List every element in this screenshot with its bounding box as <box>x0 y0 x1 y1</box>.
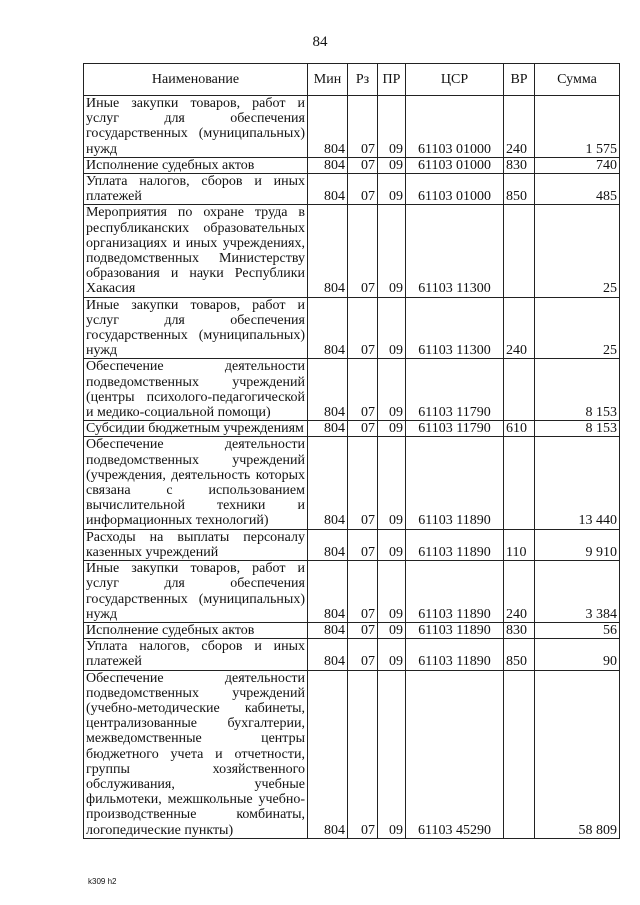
table-row <box>84 437 620 529</box>
header-rz: Рз <box>348 64 378 96</box>
header-min: Мин <box>308 64 348 96</box>
row-rz: 07 <box>348 205 378 297</box>
row-name: Уплата налогов, сборов и иных платежей <box>84 639 308 670</box>
row-sum: 25 <box>535 297 620 359</box>
row-csr: 61103 01000 <box>406 174 504 205</box>
row-name: Обеспечение деятельности подведомственных учреждений (учебно-методические кабинеты, централизованные бухгалтерии, межведомственные центры бюджетного учета и отчетности, группы хозяйственного обслуживания, учебные фильмотеки, межшкольные учебно-производственные комбинаты, логопедические пункты) <box>84 670 308 838</box>
row-name: Расходы на выплаты персоналу казенных учреждений <box>84 529 308 560</box>
row-csr: 61103 11300 <box>406 297 504 359</box>
row-vr: 240 <box>504 561 535 623</box>
row-min: 804 <box>308 437 348 529</box>
row-min: 804 <box>308 174 348 205</box>
budget-table <box>83 63 620 839</box>
row-vr: 110 <box>504 529 535 560</box>
row-sum: 485 <box>535 174 620 205</box>
row-rz: 07 <box>348 622 378 638</box>
row-name: Исполнение судебных актов <box>84 157 308 173</box>
row-vr: 850 <box>504 174 535 205</box>
row-sum: 90 <box>535 639 620 670</box>
row-pr: 09 <box>378 205 406 297</box>
table-row <box>84 561 620 623</box>
row-name: Исполнение судебных актов <box>84 622 308 638</box>
row-min: 804 <box>308 157 348 173</box>
row-pr: 09 <box>378 96 406 158</box>
row-name: Обеспечение деятельности подведомственных учреждений (учреждения, деятельность которых связана с использованием вычислительной техники и информационных технологий) <box>84 437 308 529</box>
row-min: 804 <box>308 561 348 623</box>
row-rz: 07 <box>348 639 378 670</box>
row-csr: 61103 11890 <box>406 529 504 560</box>
row-rz: 07 <box>348 359 378 421</box>
row-rz: 07 <box>348 157 378 173</box>
header-name: Наименование <box>84 64 308 96</box>
page-number: 84 <box>312 34 328 50</box>
row-min: 804 <box>308 96 348 158</box>
table-header-row <box>84 64 620 96</box>
row-pr: 09 <box>378 622 406 638</box>
table-row <box>84 529 620 560</box>
row-name: Уплата налогов, сборов и иных платежей <box>84 174 308 205</box>
row-rz: 07 <box>348 174 378 205</box>
row-vr <box>504 670 535 838</box>
row-vr: 830 <box>504 157 535 173</box>
table-row <box>84 639 620 670</box>
row-min: 804 <box>308 205 348 297</box>
table-row <box>84 670 620 838</box>
row-rz: 07 <box>348 670 378 838</box>
table-row <box>84 174 620 205</box>
row-rz: 07 <box>348 529 378 560</box>
row-csr: 61103 01000 <box>406 96 504 158</box>
row-pr: 09 <box>378 437 406 529</box>
row-name: Иные закупки товаров, работ и услуг для обеспечения государственных (муниципальных) нужд <box>84 561 308 623</box>
row-pr: 09 <box>378 421 406 437</box>
row-sum: 8 153 <box>535 359 620 421</box>
row-min: 804 <box>308 639 348 670</box>
row-min: 804 <box>308 421 348 437</box>
row-vr <box>504 359 535 421</box>
header-sum: Сумма <box>535 64 620 96</box>
row-name: Субсидии бюджетным учреждениям <box>84 421 308 437</box>
row-min: 804 <box>308 670 348 838</box>
row-rz: 07 <box>348 561 378 623</box>
table-row <box>84 622 620 638</box>
row-sum: 3 384 <box>535 561 620 623</box>
row-min: 804 <box>308 622 348 638</box>
row-vr: 610 <box>504 421 535 437</box>
row-csr: 61103 11790 <box>406 359 504 421</box>
row-csr: 61103 45290 <box>406 670 504 838</box>
row-csr: 61103 01000 <box>406 157 504 173</box>
row-pr: 09 <box>378 174 406 205</box>
header-csr: ЦСР <box>406 64 504 96</box>
row-csr: 61103 11890 <box>406 561 504 623</box>
row-csr: 61103 11790 <box>406 421 504 437</box>
row-name: Иные закупки товаров, работ и услуг для обеспечения государственных (муниципальных) нужд <box>84 96 308 158</box>
row-sum: 8 153 <box>535 421 620 437</box>
row-min: 804 <box>308 529 348 560</box>
row-sum: 9 910 <box>535 529 620 560</box>
row-vr <box>504 205 535 297</box>
row-rz: 07 <box>348 297 378 359</box>
row-csr: 61103 11300 <box>406 205 504 297</box>
row-pr: 09 <box>378 639 406 670</box>
row-name: Мероприятия по охране труда в республиканских образовательных организациях и иных учреждениях, подведомственных Министерству образования и науки Республики Хакасия <box>84 205 308 297</box>
row-sum: 56 <box>535 622 620 638</box>
row-pr: 09 <box>378 529 406 560</box>
table-row <box>84 297 620 359</box>
row-csr: 61103 11890 <box>406 639 504 670</box>
row-vr <box>504 437 535 529</box>
row-min: 804 <box>308 297 348 359</box>
row-pr: 09 <box>378 157 406 173</box>
row-vr: 240 <box>504 96 535 158</box>
row-vr: 850 <box>504 639 535 670</box>
table-row <box>84 359 620 421</box>
row-rz: 07 <box>348 96 378 158</box>
row-pr: 09 <box>378 297 406 359</box>
row-name: Обеспечение деятельности подведомственных учреждений (центры психолого-педагогической и медико-социальной помощи) <box>84 359 308 421</box>
footer-code: k309 h2 <box>88 877 117 886</box>
table-row <box>84 157 620 173</box>
header-pr: ПР <box>378 64 406 96</box>
row-pr: 09 <box>378 670 406 838</box>
row-sum: 13 440 <box>535 437 620 529</box>
table-row <box>84 205 620 297</box>
row-sum: 58 809 <box>535 670 620 838</box>
row-csr: 61103 11890 <box>406 622 504 638</box>
row-min: 804 <box>308 359 348 421</box>
table-row <box>84 421 620 437</box>
row-rz: 07 <box>348 421 378 437</box>
row-csr: 61103 11890 <box>406 437 504 529</box>
row-pr: 09 <box>378 359 406 421</box>
row-sum: 740 <box>535 157 620 173</box>
header-vr: ВР <box>504 64 535 96</box>
row-vr: 240 <box>504 297 535 359</box>
row-sum: 1 575 <box>535 96 620 158</box>
row-pr: 09 <box>378 561 406 623</box>
row-vr: 830 <box>504 622 535 638</box>
row-sum: 25 <box>535 205 620 297</box>
row-rz: 07 <box>348 437 378 529</box>
row-name: Иные закупки товаров, работ и услуг для обеспечения государственных (муниципальных) нужд <box>84 297 308 359</box>
table-row <box>84 96 620 158</box>
